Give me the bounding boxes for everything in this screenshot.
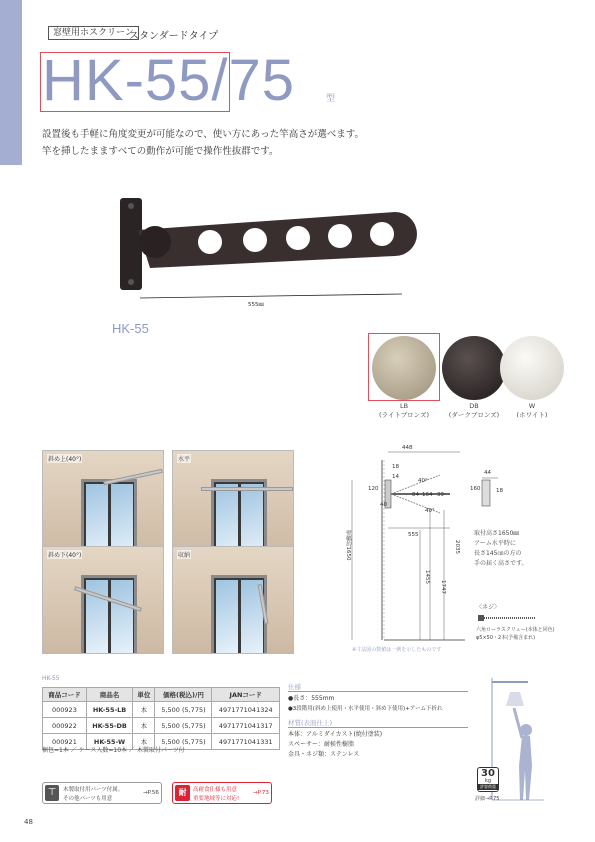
col-header: 商品コード <box>43 688 87 702</box>
dim-448: 448 <box>402 445 413 451</box>
table-row: 000923 HK-55-LB 本 5,500 (5,775) 4971771041324 <box>43 702 280 718</box>
swatch-w-label: W (ホワイト) <box>516 402 548 419</box>
material-line-2: スペーサー：耐候性樹脂 <box>288 741 355 748</box>
pole-hole <box>286 226 310 250</box>
wall-plate <box>120 198 142 290</box>
pole-hole <box>328 224 352 248</box>
model-suffix: 型 <box>326 94 336 104</box>
dim-84: 84 <box>412 492 419 498</box>
wood-parts-badge[interactable]: ⊤ 木製取付用パーツ付属。 その他パーツも用意 →P.56 <box>42 782 162 804</box>
anticorrosion-badge[interactable]: 耐 高耐食仕様も用意 重要地域等に対応! →P.73 <box>172 782 272 804</box>
screw-spec-1: 六角ローラスクリュー(本体と同色) <box>476 627 555 633</box>
dim-1455: 1455 <box>424 570 430 584</box>
table-section: HK-55 <box>42 675 60 682</box>
dim-40b: 40° <box>425 508 435 514</box>
dim-18: 18 <box>392 464 399 470</box>
screw-title: 〈ネジ〉 <box>476 604 501 611</box>
dim-40c: 40 <box>380 502 387 508</box>
screw-icon <box>478 614 538 622</box>
drawing-footnote: ※寸法図の数値は一例を示したものです <box>352 647 442 653</box>
swatch-lb[interactable] <box>372 336 436 400</box>
photo-angle-down: 斜め下(40°) <box>42 546 164 654</box>
description-line-1: 設置後も手軽に角度変更が可能なので、使い方にあった竿高さが選べます。 <box>42 129 364 140</box>
spec-title: 仕様 <box>288 683 301 691</box>
dim-40a: 40° <box>418 478 428 484</box>
swatch-db[interactable] <box>442 336 506 400</box>
side-profile <box>478 474 508 514</box>
pole-hole <box>198 230 222 254</box>
note-line-2: アーム水平時に <box>474 540 516 547</box>
dim-1650: 壁幅約1650 <box>345 530 351 561</box>
spec-line-1: ●長さ：555mm <box>288 695 335 702</box>
description-line-2: 竿を挿したまますべての動作が可能で操作性抜群です。 <box>42 146 279 157</box>
swatch-db-label: DB (ダークブロンズ) <box>448 402 500 419</box>
material-line-1: 本体：アルミダイカスト(焼付塗装) <box>288 731 383 738</box>
swatch-w[interactable] <box>500 336 564 400</box>
note-line-3: 長さ145㎝の方の <box>474 550 522 557</box>
photo-angle-up: 斜め上(40°) <box>42 450 164 558</box>
screw-spec-2: φ5×50・2本(予備含まれ) <box>476 635 536 641</box>
dim-1747: 1747 <box>440 580 446 594</box>
model-title: HK-55/75 <box>42 48 296 113</box>
product-name: HK-55 <box>112 321 149 336</box>
dim-18b: 18 <box>496 488 503 494</box>
note-line-4: 手の届く高さです。 <box>474 560 528 567</box>
category-label: 窓壁用ホスクリーン <box>48 26 139 40</box>
col-header: 価格(税込)/円 <box>155 688 212 702</box>
dim-160: 160 <box>470 486 481 492</box>
dim-39: 39 <box>437 492 444 498</box>
col-header: 単位 <box>133 688 155 702</box>
sidebar-color-strip <box>0 0 22 165</box>
spec-divider <box>288 691 468 692</box>
dim-164: 164 <box>422 492 433 498</box>
weight-badge: 30 kg 許容荷重 <box>477 767 499 792</box>
detail-ref: 詳細→P.75 <box>475 796 500 802</box>
material-line-3: 金具・ネジ類：ステンレス <box>288 751 360 758</box>
material-title: 材質(表面仕上) <box>288 719 333 727</box>
wood-parts-icon: ⊤ <box>45 785 59 801</box>
dim-2035: 2035 <box>454 540 460 554</box>
anticorrosion-icon: 耐 <box>175 785 190 801</box>
col-header: 商品名 <box>86 688 132 702</box>
dim-120: 120 <box>368 486 379 492</box>
table-row: 000921 HK-55-W 本 5,500 (5,775) 4971771041331 <box>43 734 280 750</box>
page-number: 48 <box>24 818 33 826</box>
pole-hole <box>243 228 267 252</box>
product-image <box>110 190 430 310</box>
price-table <box>42 687 280 750</box>
dim-14: 14 <box>392 474 399 480</box>
material-divider <box>288 727 468 728</box>
col-header: JANコード <box>212 688 280 702</box>
table-header-row <box>43 688 280 702</box>
pole-hole <box>370 222 394 246</box>
note-line-1: 取付高さ1650㎜ <box>474 530 520 537</box>
table-row: 000922 HK-55-DB 本 5,500 (5,775) 4971771041317 <box>43 718 280 734</box>
photo-stored: 収納 <box>172 546 294 654</box>
dim-555: 555 <box>408 532 419 538</box>
swatch-lb-label: LB (ライトブロンズ) <box>379 402 429 419</box>
category-subtitle: スタンダードタイプ <box>129 31 219 42</box>
spec-line-2: ●3段階用(斜め上使用・水平使用・斜め下使用)+アーム下折れ <box>288 706 443 712</box>
model-highlight-box <box>40 52 230 112</box>
length-label: 555㎜ <box>248 302 264 308</box>
dim-44: 44 <box>484 470 491 476</box>
table-note: 梱包=1本 ／ ケース入数=10本 ／ 木製取付パーツ付 <box>42 747 185 754</box>
photo-horizontal: 水平 <box>172 450 294 558</box>
